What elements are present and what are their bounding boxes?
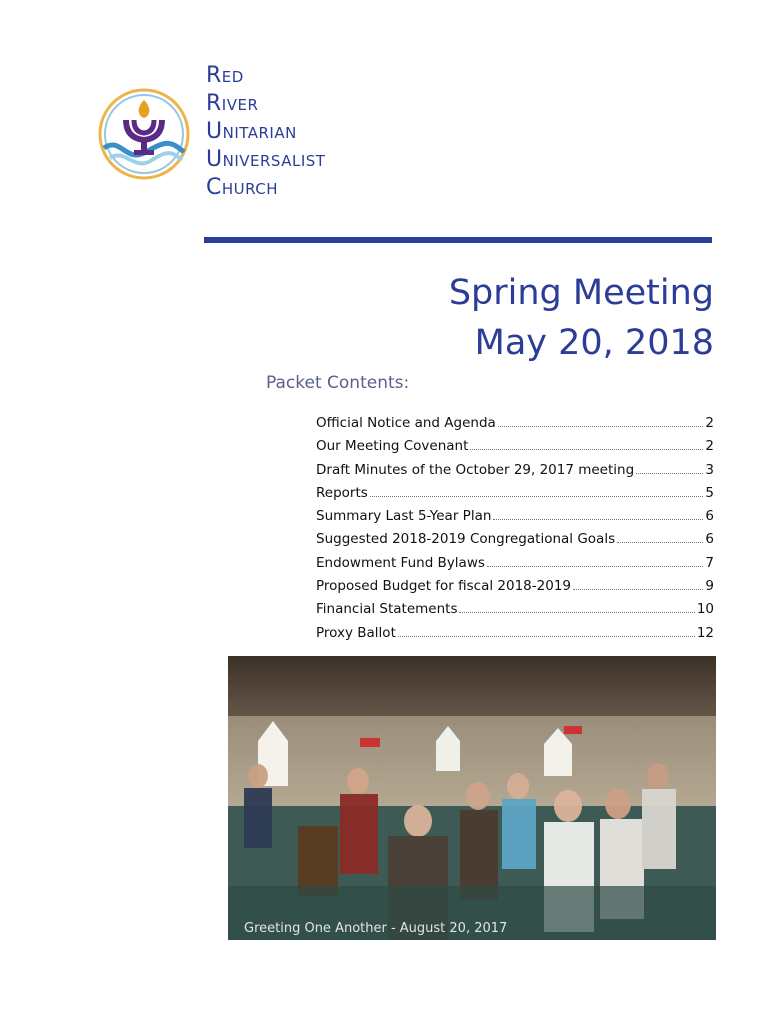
photo-caption: Greeting One Another - August 20, 2017 xyxy=(244,921,508,936)
church-name-line: Church xyxy=(206,175,279,200)
toc-leader xyxy=(617,542,703,543)
toc-item[interactable] xyxy=(316,415,714,438)
toc-leader xyxy=(470,449,703,450)
toc-item[interactable] xyxy=(316,531,714,554)
toc-item-page: 6 xyxy=(705,508,714,525)
toc-item-label: Endowment Fund Bylaws xyxy=(316,554,485,571)
toc-item[interactable] xyxy=(316,601,714,624)
toc-leader xyxy=(573,589,703,590)
toc-leader xyxy=(498,426,704,427)
church-name xyxy=(206,62,325,202)
toc-item[interactable] xyxy=(316,625,714,648)
chalice-icon xyxy=(96,86,192,182)
table-of-contents xyxy=(316,415,714,648)
toc-item-page: 2 xyxy=(705,438,714,455)
toc-item-label: Financial Statements xyxy=(316,601,458,618)
church-logo xyxy=(96,86,192,182)
toc-item-page: 7 xyxy=(705,554,714,571)
page-title xyxy=(449,268,714,368)
toc-item-page: 12 xyxy=(696,624,714,641)
church-name-line: Red xyxy=(206,63,244,88)
toc-leader xyxy=(493,519,703,520)
toc-item-page: 9 xyxy=(705,578,714,595)
toc-item-page: 10 xyxy=(696,601,714,618)
toc-item-label: Suggested 2018-2019 Congregational Goals xyxy=(316,531,616,548)
toc-item[interactable] xyxy=(316,462,714,485)
toc-item-page: 6 xyxy=(705,531,714,548)
toc-item-page: 5 xyxy=(705,484,714,501)
toc-item[interactable] xyxy=(316,578,714,601)
toc-item-label: Our Meeting Covenant xyxy=(316,438,469,455)
toc-item-label: Reports xyxy=(316,484,368,501)
toc-leader xyxy=(636,473,703,474)
toc-item-page: 3 xyxy=(705,461,714,478)
church-name-line: Unitarian xyxy=(206,119,297,144)
toc-item-label: Draft Minutes of the October 29, 2017 meeting xyxy=(316,461,635,478)
toc-leader xyxy=(459,612,694,613)
toc-leader xyxy=(487,566,704,567)
toc-item-label: Proxy Ballot xyxy=(316,624,396,641)
toc-leader xyxy=(398,636,695,637)
packet-contents-heading: Packet Contents: xyxy=(266,373,410,393)
title-line-date: May 20, 2018 xyxy=(474,323,714,363)
church-name-line: Universalist xyxy=(206,147,326,172)
toc-leader xyxy=(370,496,704,497)
toc-item-page: 2 xyxy=(705,415,714,431)
toc-item[interactable] xyxy=(316,485,714,508)
toc-item-label: Summary Last 5-Year Plan xyxy=(316,508,492,525)
toc-item[interactable] xyxy=(316,438,714,461)
congregation-photo xyxy=(228,656,716,940)
photo-scene xyxy=(228,656,716,940)
toc-item[interactable] xyxy=(316,555,714,578)
toc-item[interactable] xyxy=(316,508,714,531)
toc-item-label: Official Notice and Agenda xyxy=(316,415,496,431)
header-divider xyxy=(204,237,712,243)
church-name-line: River xyxy=(206,91,259,116)
title-line-event: Spring Meeting xyxy=(448,273,714,313)
toc-item-label: Proposed Budget for fiscal 2018-2019 xyxy=(316,578,572,595)
